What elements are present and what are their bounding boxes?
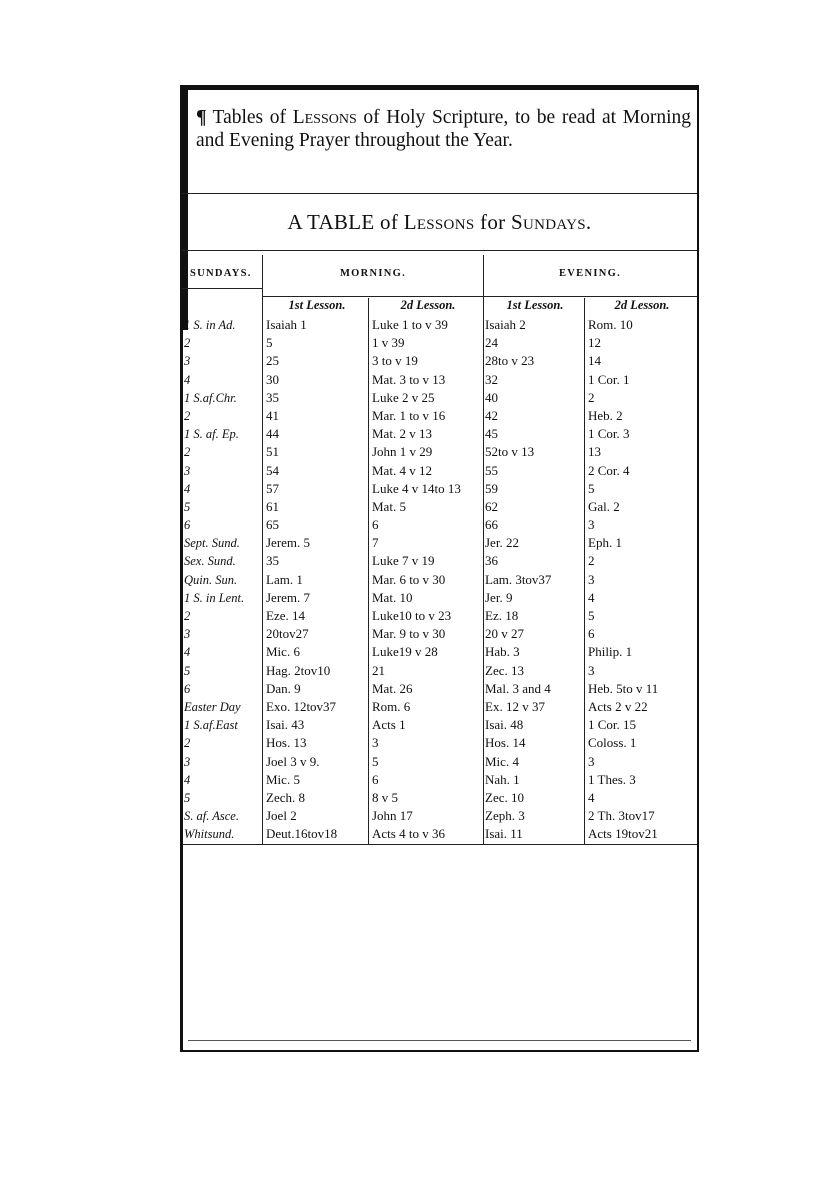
morning-first-lesson-header: 1st Lesson. — [288, 298, 346, 312]
evening-second-lesson-cell: 13 — [588, 444, 601, 460]
sunday-cell: 2 — [184, 445, 191, 460]
morning-first-lesson-cell: Lam. 1 — [266, 571, 303, 587]
evening-second-lesson-cell: 1 Cor. 15 — [588, 717, 637, 733]
morning-second-lesson-cell: 8 v 5 — [372, 789, 398, 805]
morning-first-lesson-cell: 20tov27 — [266, 626, 309, 642]
sunday-cell: 2 — [184, 336, 191, 351]
morning-second-lesson-cell: Acts 4 to v 36 — [372, 826, 445, 842]
evening-second-lesson-cell: 1 Cor. 1 — [588, 371, 630, 387]
morning-second-lesson-cell: 3 to v 19 — [372, 353, 418, 369]
evening-second-lesson-cell: 14 — [588, 353, 601, 369]
heading-text-post: of Holy Scripture, to be read at Morning and Evening Prayer throughout the Year. — [196, 107, 691, 151]
evening-first-lesson-cell: Zec. 13 — [485, 662, 524, 678]
table-row — [182, 407, 697, 425]
morning-first-lesson-cell: Mic. 6 — [266, 644, 300, 660]
table-row — [182, 607, 697, 625]
morning-first-lesson-cell: Hag. 2tov10 — [266, 662, 331, 678]
sunday-cell: 4 — [184, 772, 191, 787]
evening-second-lesson-cell: 6 — [588, 626, 595, 642]
evening-first-lesson-cell: Ez. 18 — [485, 608, 519, 623]
evening-second-lesson-cell: 4 — [588, 589, 595, 605]
evening-first-lesson-cell: 24 — [485, 335, 498, 351]
morning-first-lesson-cell: Zech. 8 — [266, 789, 305, 805]
table-bottom-rule — [182, 844, 697, 845]
morning-first-lesson-cell: 54 — [266, 462, 279, 478]
evening-second-lesson-cell: Philip. 1 — [588, 644, 633, 660]
morning-second-lesson-cell: Acts 1 — [372, 717, 406, 733]
morning-first-lesson-cell: 30 — [266, 371, 279, 387]
table-row — [182, 389, 697, 407]
morning-second-lesson-cell: Mat. 4 v 12 — [372, 462, 432, 478]
book-page — [180, 85, 699, 1052]
page-foot-rule — [188, 1040, 691, 1041]
evening-first-lesson-cell: 40 — [485, 389, 498, 405]
evening-second-lesson-cell: Heb. 2 — [588, 407, 623, 423]
page-heading — [196, 106, 691, 152]
evening-first-lesson-cell: 52to v 13 — [485, 444, 535, 460]
evening-second-lesson-cell: 5 — [588, 480, 595, 496]
evening-second-lesson-header: 2d Lesson. — [614, 298, 670, 312]
morning-second-lesson-cell: Mar. 1 to v 16 — [372, 407, 446, 423]
morning-first-lesson-cell: Jerem. 7 — [266, 589, 311, 605]
table-row — [182, 534, 697, 552]
table-row — [182, 425, 697, 443]
column-group-sundays: SUNDAYS. — [190, 268, 252, 279]
table-row — [182, 480, 697, 498]
evening-second-lesson-cell: 3 — [588, 662, 595, 678]
morning-first-lesson-cell: 35 — [266, 389, 279, 405]
table-title — [182, 210, 697, 235]
evening-second-lesson-cell: 2 Cor. 4 — [588, 462, 630, 478]
evening-first-lesson-cell: 66 — [485, 517, 498, 533]
sundays-header-rule — [182, 288, 262, 289]
morning-first-lesson-cell: Deut.16tov18 — [266, 826, 338, 842]
evening-first-lesson-cell: Mic. 4 — [485, 753, 519, 769]
morning-second-lesson-cell: Mat. 3 to v 13 — [372, 371, 446, 387]
morning-second-lesson-cell: John 1 v 29 — [372, 444, 433, 460]
morning-first-lesson-cell: Exo. 12tov37 — [266, 698, 337, 714]
evening-second-lesson-cell: 3 — [588, 571, 595, 587]
table-row — [182, 498, 697, 516]
table-row — [182, 825, 697, 843]
sunday-cell: 3 — [184, 627, 191, 642]
morning-second-lesson-cell: Luke 1 to v 39 — [372, 317, 448, 332]
evening-second-lesson-cell: Heb. 5to v 11 — [588, 680, 659, 696]
morning-first-lesson-cell: Jerem. 5 — [266, 535, 311, 551]
morning-first-lesson-cell: 41 — [266, 407, 279, 423]
morning-first-lesson-cell: Joel 2 — [266, 808, 297, 824]
evening-first-lesson-cell: 59 — [485, 480, 498, 496]
pilcrow-mark: ¶ — [196, 107, 207, 128]
sunday-cell: Quin. Sun. — [184, 572, 238, 587]
evening-first-lesson-cell: 28to v 23 — [485, 353, 535, 369]
morning-second-lesson-cell: Luke10 to v 23 — [372, 608, 452, 623]
morning-first-lesson-cell: 65 — [266, 517, 279, 533]
evening-second-lesson-cell: 12 — [588, 335, 601, 351]
morning-second-lesson-cell: Luke 7 v 19 — [372, 553, 435, 569]
morning-second-lesson-cell: Mat. 26 — [372, 680, 413, 696]
evening-second-lesson-cell: 3 — [588, 753, 595, 769]
table-row — [182, 771, 697, 789]
evening-first-lesson-cell: 42 — [485, 407, 498, 423]
morning-second-lesson-header: 2d Lesson. — [400, 298, 456, 312]
morning-second-lesson-cell: Mat. 5 — [372, 498, 406, 514]
sunday-cell: 4 — [184, 481, 191, 496]
evening-first-lesson-cell: Zec. 10 — [485, 789, 524, 805]
evening-first-lesson-cell: Lam. 3tov37 — [485, 571, 552, 587]
evening-first-lesson-cell: Isaiah 2 — [485, 317, 526, 332]
sunday-cell: 4 — [184, 645, 191, 660]
table-row — [182, 680, 697, 698]
table-row — [182, 462, 697, 480]
morning-first-lesson-cell: 44 — [266, 426, 279, 442]
table-row — [182, 334, 697, 352]
evening-second-lesson-cell: 2 — [588, 553, 595, 569]
morning-first-lesson-cell: 25 — [266, 353, 279, 369]
evening-first-lesson-cell: Jer. 9 — [485, 589, 513, 605]
morning-second-lesson-cell: Luke 4 v 14to 13 — [372, 480, 461, 496]
evening-second-lesson-cell: Rom. 10 — [588, 317, 633, 332]
table-row — [182, 443, 697, 461]
morning-first-lesson-cell: 57 — [266, 480, 279, 496]
evening-first-lesson-cell: Hos. 14 — [485, 735, 526, 751]
sunday-cell: 5 — [184, 663, 191, 678]
table-row — [182, 716, 697, 734]
sunday-cell: 1 S.af.Chr. — [184, 390, 237, 405]
sunday-cell: Whitsund. — [184, 827, 235, 842]
morning-second-lesson-cell: Rom. 6 — [372, 698, 411, 714]
morning-first-lesson-cell: Joel 3 v 9. — [266, 753, 320, 769]
evening-first-lesson-cell: 32 — [485, 371, 498, 387]
morning-first-lesson-cell: 51 — [266, 444, 279, 460]
evening-second-lesson-cell: 2 — [588, 389, 595, 405]
evening-second-lesson-cell: Eph. 1 — [588, 535, 622, 551]
table-row — [182, 371, 697, 389]
sunday-cell: 3 — [184, 463, 191, 478]
heading-text-pre: Tables of — [212, 107, 293, 128]
sunday-cell: 1 S. in Lent. — [184, 590, 245, 605]
morning-second-lesson-cell: 7 — [372, 535, 379, 551]
column-group-evening: EVENING. — [558, 268, 622, 279]
heading-text-lessons: Lessons — [292, 107, 357, 128]
evening-first-lesson-cell: 62 — [485, 498, 498, 514]
morning-second-lesson-cell: John 17 — [372, 808, 413, 824]
morning-first-lesson-cell: 5 — [266, 335, 273, 351]
evening-first-lesson-cell: Mal. 3 and 4 — [485, 680, 551, 696]
sunday-cell: 3 — [184, 354, 191, 369]
morning-second-lesson-cell: Luke 2 v 25 — [372, 389, 435, 405]
morning-first-lesson-cell: Hos. 13 — [266, 735, 307, 751]
table-row — [182, 316, 697, 334]
sunday-cell: 2 — [184, 408, 191, 423]
table-title-pre: A TABLE of — [287, 210, 404, 234]
morning-second-lesson-cell: Mar. 9 to v 30 — [372, 626, 446, 642]
evening-second-lesson-cell: 4 — [588, 789, 595, 805]
morning-second-lesson-cell: 1 v 39 — [372, 335, 405, 351]
sunday-cell: 6 — [184, 681, 191, 696]
evening-first-lesson-cell: 55 — [485, 462, 498, 478]
table-title-sundays: Sundays. — [510, 210, 592, 234]
sunday-cell: 2 — [184, 736, 191, 751]
evening-second-lesson-cell: 3 — [588, 517, 595, 533]
sunday-cell: 5 — [184, 790, 191, 805]
lesson-header-rule — [262, 296, 697, 297]
table-row — [182, 789, 697, 807]
table-row — [182, 807, 697, 825]
evening-second-lesson-cell: 1 Cor. 3 — [588, 426, 630, 442]
morning-second-lesson-cell: 6 — [372, 517, 379, 533]
evening-second-lesson-cell: Acts 19tov21 — [588, 826, 658, 842]
evening-first-lesson-cell: Nah. 1 — [485, 771, 520, 787]
sunday-cell: 3 — [184, 754, 191, 769]
sunday-cell: Sept. Sund. — [184, 536, 240, 551]
sunday-cell: S. af. Asce. — [184, 809, 239, 824]
sunday-cell: 6 — [184, 518, 191, 533]
morning-first-lesson-cell: Isai. 43 — [266, 717, 305, 733]
table-title-lessons: Lessons — [403, 210, 475, 234]
evening-second-lesson-cell: Acts 2 v 22 — [588, 698, 648, 714]
morning-first-lesson-cell: Dan. 9 — [266, 680, 301, 696]
table-row — [182, 352, 697, 370]
sunday-cell: Sex. Sund. — [184, 554, 236, 569]
sunday-cell: 1 S. in Ad. — [184, 318, 236, 332]
table-row — [182, 662, 697, 680]
evening-first-lesson-cell: Jer. 22 — [485, 535, 519, 551]
evening-first-lesson-cell: 20 v 27 — [485, 626, 524, 642]
table-row — [182, 516, 697, 534]
morning-second-lesson-cell: Mat. 2 v 13 — [372, 426, 432, 442]
sunday-cell: 4 — [184, 372, 191, 387]
morning-first-lesson-cell: 35 — [266, 553, 279, 569]
table-row — [182, 571, 697, 589]
evening-first-lesson-cell: Hab. 3 — [485, 644, 520, 660]
evening-first-lesson-cell: Isai. 11 — [485, 826, 523, 842]
table-top-rule — [182, 250, 697, 251]
morning-second-lesson-cell: 6 — [372, 771, 379, 787]
table-row — [182, 753, 697, 771]
table-row — [182, 552, 697, 570]
table-row — [182, 643, 697, 661]
evening-first-lesson-cell: Ex. 12 v 37 — [485, 698, 545, 714]
table-row — [182, 698, 697, 716]
evening-second-lesson-cell: Gal. 2 — [588, 498, 620, 514]
morning-second-lesson-cell: 5 — [372, 753, 379, 769]
table-title-mid: for — [474, 210, 511, 234]
evening-second-lesson-cell: Coloss. 1 — [588, 735, 637, 751]
sunday-cell: 5 — [184, 499, 191, 514]
evening-second-lesson-cell: 1 Thes. 3 — [588, 771, 636, 787]
evening-first-lesson-header: 1st Lesson. — [506, 298, 564, 312]
morning-first-lesson-cell: 61 — [266, 498, 279, 514]
sunday-cell: 2 — [184, 609, 191, 623]
morning-first-lesson-cell: Eze. 14 — [266, 608, 305, 623]
table-row — [182, 734, 697, 752]
column-group-morning: MORNING. — [339, 268, 407, 279]
table-row — [182, 625, 697, 643]
evening-first-lesson-cell: Isai. 48 — [485, 717, 524, 733]
morning-first-lesson-cell: Mic. 5 — [266, 771, 300, 787]
evening-first-lesson-cell: 36 — [485, 553, 498, 569]
morning-second-lesson-cell: Luke19 v 28 — [372, 644, 438, 660]
evening-second-lesson-cell: 2 Th. 3tov17 — [588, 808, 655, 824]
morning-second-lesson-cell: Mat. 10 — [372, 589, 413, 605]
lessons-table-body — [182, 316, 697, 843]
evening-first-lesson-cell: 45 — [485, 426, 498, 442]
table-row — [182, 589, 697, 607]
sunday-cell: Easter Day — [184, 699, 241, 714]
sunday-cell: 1 S.af.East — [184, 718, 238, 733]
sunday-cell: 1 S. af. Ep. — [184, 427, 239, 442]
heading-divider — [182, 193, 697, 194]
morning-first-lesson-cell: Isaiah 1 — [266, 317, 307, 332]
morning-second-lesson-cell: 21 — [372, 662, 385, 678]
morning-second-lesson-cell: Mar. 6 to v 30 — [372, 571, 446, 587]
evening-second-lesson-cell: 5 — [588, 608, 595, 623]
evening-first-lesson-cell: Zeph. 3 — [485, 808, 525, 824]
morning-second-lesson-cell: 3 — [372, 735, 379, 751]
